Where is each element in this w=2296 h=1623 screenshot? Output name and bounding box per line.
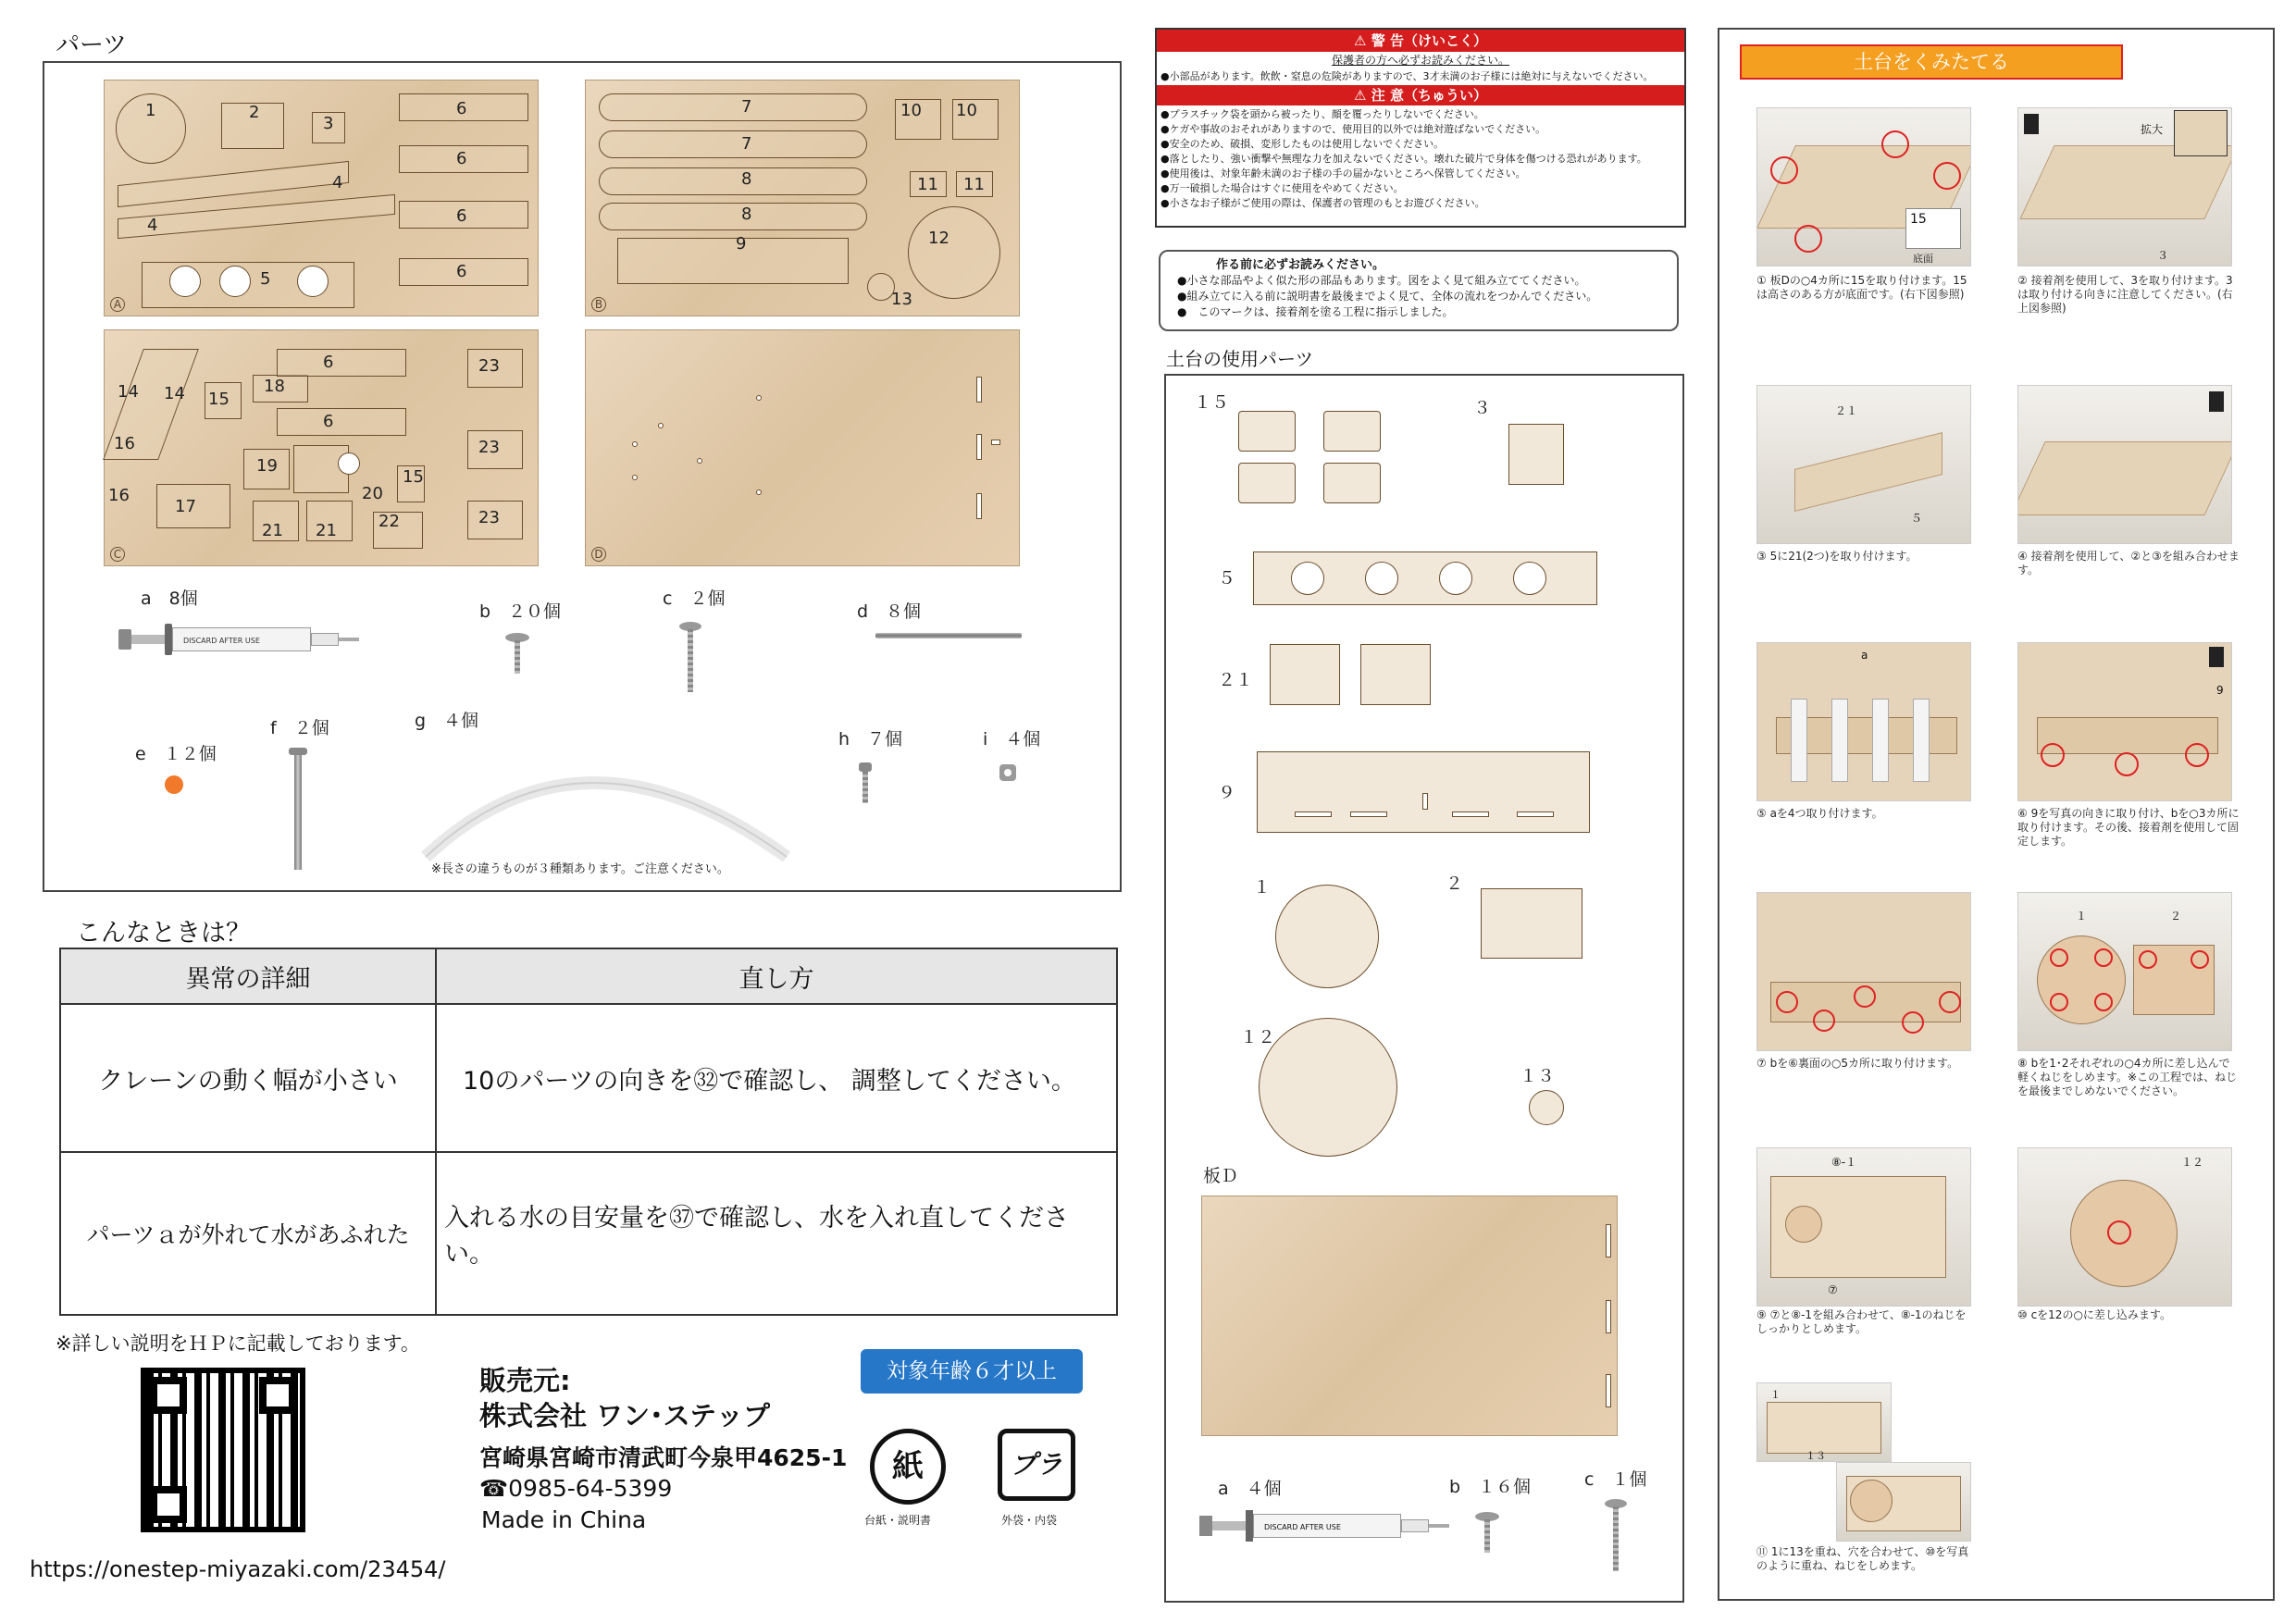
sheet-letter: D (591, 547, 606, 562)
photo-label: a (1861, 649, 1868, 662)
photo-label: ２ (2170, 910, 2182, 923)
tube-g-icon (416, 727, 805, 866)
caution-title: ⚠ 注 意（ちゅうい） (1157, 85, 1684, 105)
base-part-label: ３ (1473, 398, 1492, 418)
hardware-b-label: b ２０個 (479, 601, 562, 622)
part-number: 22 (379, 512, 400, 531)
part-number: 11 (963, 175, 985, 194)
step-caption: ⑨ ⑦と⑧-1を組み合わせて、⑧-1のねじをしっかりとしめます。 (1756, 1308, 1967, 1335)
sheet-letter: C (110, 547, 125, 562)
step-photo (1836, 1462, 1971, 1542)
fix-cell: 入れる水の目安量を㊲で確認し、水を入れ直してください。 (436, 1152, 1117, 1315)
sheet-d (585, 329, 1020, 566)
part-number: 6 (456, 206, 467, 226)
base-hardware-b-label: b １６個 (1449, 1477, 1532, 1497)
hardware-g-label: g ４個 (415, 711, 479, 731)
part-number: 2 (249, 103, 260, 122)
hardware-f-label: f ２個 (270, 718, 329, 738)
step-caption: ⑧ bを1･2それぞれの○4カ所に差し込んで軽くねじをしめます。※この工程では、ねじを最後までしめないでください。 (2017, 1057, 2238, 1097)
hardware-d-label: d ８個 (857, 601, 922, 622)
caution-line: ●万一破損した場合はすぐに使用をやめてください。 (1160, 182, 1404, 194)
part-number: 6 (456, 262, 467, 281)
base-part-label: １５ (1194, 392, 1230, 413)
part-number: 14 (118, 382, 139, 402)
hardware-i-label: i ４個 (983, 729, 1041, 750)
plastic-caption: 外袋・内袋 (1001, 1514, 1058, 1527)
syringe-icon (1199, 1505, 1449, 1545)
photo-label: 15 (1910, 212, 1927, 227)
step-caption: ④ 接着剤を使用して、②と③を組み合わせます。 (2017, 550, 2240, 576)
zoom-label: 拡大 (2141, 123, 2164, 136)
photo-label: １２ (2181, 1156, 2204, 1169)
part-number: 23 (478, 356, 500, 376)
step-photo (1756, 642, 1971, 801)
caution-line: ●安全のため、破損、変形したものは使用しないでください。 (1160, 138, 1445, 150)
glue-icon (2024, 114, 2039, 134)
sheet-c (104, 329, 539, 566)
paper-mark: 紙 (892, 1448, 924, 1485)
part-number: 8 (741, 204, 752, 224)
sheet-a (104, 80, 539, 316)
photo-label: ⑧-１ (1831, 1156, 1857, 1169)
photo-label: ２１ (1835, 404, 1858, 417)
step-photo (2017, 642, 2232, 801)
screw-b-icon (1475, 1512, 1499, 1555)
part-number: 21 (316, 521, 337, 540)
read-line: ●組み立てに入る前に説明書を最後までよく見て、全体の流れをつかんでください。 (1177, 290, 1598, 303)
step-photo (1756, 385, 1971, 544)
part-number: 13 (891, 290, 912, 309)
hardware-c-label: c ２個 (663, 588, 726, 609)
part-number: 6 (323, 353, 334, 372)
made-in: Made in China (481, 1506, 647, 1533)
address: 宮崎県宮崎市清武町今泉甲4625-1 (479, 1444, 848, 1471)
part-number: 1 (145, 101, 156, 120)
screw-c-icon (1605, 1499, 1627, 1573)
part-number: 19 (256, 456, 278, 476)
step-caption: ⑦ bを⑥裏面の○5カ所に取り付けます。 (1756, 1057, 1959, 1070)
qr-code-icon (141, 1368, 305, 1532)
part-number: 21 (262, 521, 283, 540)
part-number: 15 (208, 390, 230, 409)
sheet-b (585, 80, 1020, 316)
photo-label: ３ (2157, 249, 2169, 262)
screw-c-icon (679, 622, 701, 694)
glue-icon (2209, 647, 2224, 667)
step-caption: ⑤ aを4つ取り付けます。 (1756, 807, 1883, 820)
base-part-label: ５ (1218, 568, 1236, 588)
syringe-print: DISCARD AFTER USE (183, 637, 260, 645)
part-number: 23 (478, 438, 500, 457)
step-caption: ⑪ 1に13を重ね、穴を合わせて、⑩を写真のように重ね、ねじをしめます。 (1756, 1545, 1969, 1572)
caution-line: ●落としたり、強い衝撃や無理な力を加えないでください。壊れた破片で身体を傷つける恐れがあります。 (1160, 153, 1647, 165)
warn-line: ●小部品があります。飲飲・窒息の危険がありますので、3才未満のお子様には絶対に与えないでください。 (1160, 70, 1654, 82)
step-photo (2017, 1147, 2232, 1307)
part-number: 23 (478, 508, 500, 527)
base-part-label: ２１ (1218, 670, 1254, 690)
part-number: 10 (956, 101, 977, 120)
step-photo (2017, 107, 2232, 266)
part-number: 20 (362, 484, 383, 503)
board-d-drawing (1201, 1196, 1618, 1436)
part-number: 4 (147, 216, 158, 235)
caution-line: ●プラスチック袋を頭から被ったり、顔を覆ったりしないでください。 (1160, 108, 1484, 120)
plastic-mark: プラ (1010, 1449, 1062, 1480)
plastic-recycle-icon (998, 1429, 1075, 1501)
hardware-e-label: e １２個 (135, 744, 217, 764)
part-number: 7 (741, 97, 752, 117)
step-photo (2017, 385, 2232, 544)
caution-line: ●使用後は、対象年齢未満のお子様の手の届かないところへ保管してください。 (1160, 167, 1526, 180)
seller-label: 販売元: (479, 1365, 571, 1396)
photo-label: 9 (2216, 684, 2224, 697)
base-part-label: １ (1253, 877, 1272, 898)
caution-line: ●小さなお子様がご使用の際は、保護者の管理のもとお遊びください。 (1160, 197, 1485, 209)
photo-label: ５ (1911, 512, 1923, 525)
header-fix: 直し方 (436, 948, 1117, 1004)
step-photo (1756, 1147, 1971, 1307)
part-number: 11 (917, 175, 938, 194)
hardware-h-label: h ７個 (838, 729, 903, 750)
part-number: 12 (928, 229, 949, 248)
company-name: 株式会社 ワン･ステップ (479, 1400, 771, 1431)
step-caption: ⑥ 9を写真の向きに取り付け、bを○3カ所に取り付けます。その後、接着剤を使用して固定します。 (2017, 807, 2240, 848)
rod-d-icon (875, 633, 1022, 638)
part-9-drawing (1257, 751, 1590, 833)
base-part-label: 板Ｄ (1203, 1166, 1239, 1186)
phone: ☎0985-64-5399 (479, 1475, 673, 1502)
read-line: ● このマークは、接着剤を塗る工程に指示しました。 (1177, 305, 1454, 318)
part-number: 6 (323, 412, 334, 431)
tube-note: ※長さの違うものが３種類あります。ご注意ください。 (431, 862, 729, 876)
base-part-label: ９ (1218, 783, 1236, 803)
url-link[interactable]: https://onestep-miyazaki.com/23454/ (30, 1556, 446, 1582)
part-number: 16 (108, 486, 130, 505)
caution-line: ●ケガや事故のおそれがありますので、使用目的以外では絶対遊ばないでください。 (1160, 123, 1546, 135)
step-caption: ⑩ cを12の○に差し込みます。 (2017, 1308, 2171, 1321)
problem-cell: パーツａが外れて水があふれた (60, 1152, 436, 1315)
paper-caption: 台紙・説明書 (864, 1514, 932, 1527)
base-part-label: １３ (1520, 1066, 1556, 1086)
guardian-note: 保護者の方へ必ずお読みください。 (1331, 54, 1509, 67)
step-photo (1756, 107, 1971, 266)
base-hardware-a-label: a ４個 (1218, 1479, 1282, 1499)
screw-h-icon (859, 762, 872, 803)
photo-label: １ (2076, 910, 2088, 923)
problem-cell: クレーンの動く幅が小さい (60, 1004, 436, 1152)
fix-cell: 10のパーツの向きを㉜で確認し、 調整してください。 (436, 1004, 1117, 1152)
nut-i-icon (999, 764, 1016, 781)
base-part-label: １２ (1240, 1027, 1276, 1047)
part-number: 7 (741, 134, 752, 154)
base-part-label: ２ (1446, 873, 1464, 894)
part-number: 4 (332, 173, 343, 192)
warning-title: ⚠ 警 告（けいこく） (1157, 30, 1684, 52)
assembly-title: 土台をくみたてる (1740, 44, 2123, 80)
step-caption: ③ 5に21(2つ)を取り付けます。 (1756, 550, 1917, 563)
hardware-a-label: a 8個 (141, 588, 198, 609)
photo-label: ⑦ (1828, 1283, 1838, 1296)
glue-icon (2209, 391, 2224, 412)
trouble-title: こんなときは？ (76, 919, 251, 948)
syringe-icon (118, 618, 359, 659)
hp-note: ※詳しい説明をＨＰに記載しております。 (56, 1332, 420, 1355)
header-problem: 異常の詳細 (60, 948, 436, 1004)
base-hardware-c-label: c １個 (1584, 1469, 1647, 1490)
part-5-drawing (1253, 551, 1597, 605)
step-photo (1756, 892, 1971, 1051)
read-line: ●小さな部品やよく似た形の部品もあります。図をよく見て組み立ててください。 (1177, 274, 1586, 287)
base-parts-title: 土台の使用パーツ (1166, 348, 1314, 370)
sheet-letter: A (110, 297, 125, 312)
part-number: 9 (736, 234, 747, 254)
parts-title: パーツ (56, 31, 127, 59)
part-number: 16 (114, 434, 135, 453)
cap-e-icon (165, 775, 183, 794)
part-number: 6 (456, 99, 467, 118)
part-number: 18 (264, 377, 285, 396)
read-first-box (1159, 250, 1679, 331)
step-caption: ② 接着剤を使用して、3を取り付けます。3は取り付ける向きに注意してください。(右上図参照) (2017, 274, 2233, 315)
bolt-f-icon (289, 748, 307, 870)
trouble-table (59, 948, 1118, 1316)
part-number: 15 (403, 467, 424, 487)
photo-label: １ (1770, 1389, 1781, 1401)
step-photo (2017, 892, 2232, 1051)
warning-box (1155, 28, 1686, 228)
read-title: 作る前に必ずお読みください。 (1216, 258, 1385, 272)
part-number: 5 (260, 269, 271, 289)
bottom-label: 底面 (1913, 253, 1933, 265)
photo-label: １３ (1806, 1450, 1826, 1462)
sheet-letter: B (591, 297, 606, 312)
part-number: 6 (456, 149, 467, 168)
screw-b-icon (505, 633, 529, 675)
syringe-print: DISCARD AFTER USE (1264, 1523, 1341, 1531)
part-number: 8 (741, 169, 752, 189)
part-number: 17 (175, 497, 196, 516)
paper-recycle-icon (870, 1429, 946, 1505)
part-number: 10 (900, 101, 922, 120)
part-number: 14 (164, 384, 185, 403)
step-photo (1756, 1382, 1892, 1462)
part-number: 3 (323, 114, 334, 133)
step-caption: ① 板Dの○4カ所に15を取り付けます。15は高さのある方が底面です。(右下図参照) (1756, 274, 1967, 301)
age-badge: 対象年齢６才以上 (861, 1349, 1083, 1394)
